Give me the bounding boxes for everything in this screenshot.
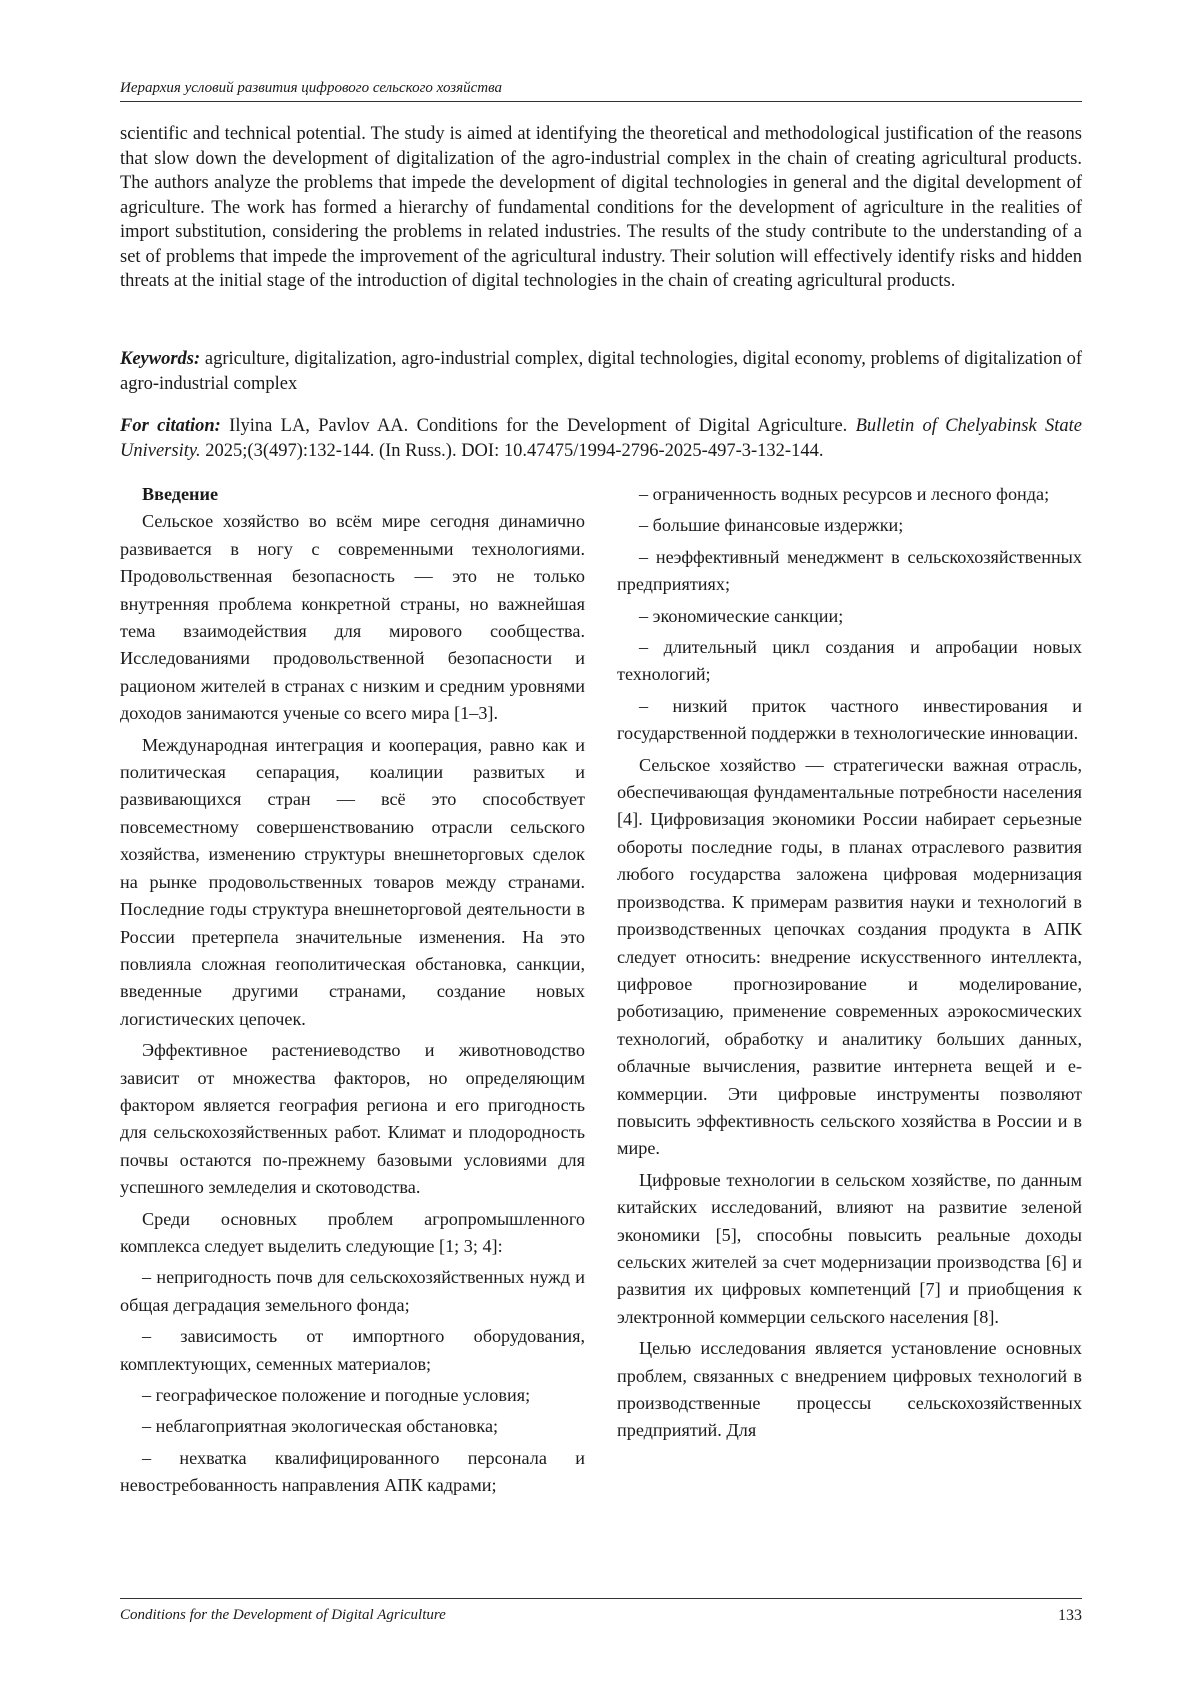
list-item: – нехватка квалифицированного персонала и невостребованность направления АПК кадрами; <box>120 1447 585 1496</box>
list-item: – неблагоприятная экологическая обстановка; <box>142 1416 499 1437</box>
page-number: 133 <box>1058 1607 1082 1624</box>
list-item: – зависимость от импортного оборудования, комплектующих, семенных материалов; <box>120 1326 585 1374</box>
list-item: – ограниченность водных ресурсов и лесного фонда; <box>639 484 1050 504</box>
list-item: – географическое положение и погодные условия; <box>142 1385 531 1405</box>
citation-label: For citation: <box>120 416 221 436</box>
footer-title: Conditions for the Development of Digital Agriculture <box>120 1607 446 1623</box>
abstract-text: scientific and technical potential. The study is aimed at identifying the theoretical and methodological justification of the reasons that slow down the development of digitalization of the agro-industrial complex in the chain of creating agricultural products. The authors analyze the problems that impede the development of digital technologies in general and the digital development of agriculture. The work has formed a hierarchy of fundamental conditions for the development of agriculture in the realities of import substitution, considering the problems in related industries. The results of the study contribute to the understanding of a set of problems that impede the improvement of the agricultural industry. Their solution will effectively identify risks and hidden threats at the initial stage of the introduction of digital technologies in the chain of creating agricultural products. <box>120 124 1082 291</box>
list-item: – длительный цикл создания и апробации новых технологий; <box>617 637 1082 685</box>
running-header <box>120 80 1082 102</box>
list-item: – неэффективный менеджмент в сельскохозяйственных предприятиях; <box>617 546 1082 595</box>
paragraph: Целью исследования является установление основных проблем, связанных с внедрением цифровых технологий в производственные процессы сельскохозяйственных предприятий. Для <box>617 1338 1082 1441</box>
list-item: – непригодность почв для сельскохозяйственных нужд и общая деградация земельного фонда; <box>120 1267 585 1315</box>
paragraph: Цифровые технологии в сельском хозяйстве, по данным китайских исследований, влияют на развитие зеленой экономики [5], способны повысить реальные доходы сельских жителей за счет модернизации производства [6] и развития их цифровых компетенций [7] и приобщения к электронной коммерции сельского населения [8]. <box>617 1169 1082 1327</box>
keywords <box>120 347 1082 396</box>
list-item: – низкий приток частного инвестирования и государственной поддержки в технологические инновации. <box>617 695 1082 744</box>
list-item: – экономические санкции; <box>639 605 844 626</box>
running-title: Иерархия условий развития цифрового сельского хозяйства <box>120 80 502 96</box>
citation-journal: Bulletin of Chelyabinsk State University. <box>120 416 1083 461</box>
keywords-label: Keywords: <box>120 349 201 369</box>
citation <box>120 414 1082 463</box>
list-item: – большие финансовые издержки; <box>639 515 904 536</box>
right-column <box>617 481 1082 1449</box>
section-heading: Введение <box>142 484 219 504</box>
keywords-text: agriculture, digitalization, agro-industrial complex, digital technologies, digital economy, problems of digitalization of agro-industrial complex <box>120 349 1082 394</box>
citation-authors-title: Ilyina LA, Pavlov AA. Conditions for the Development of Digital Agriculture. <box>220 416 856 436</box>
paragraph: Среди основных проблем агропромышленного комплекса следует выделить следующие [1; 3; 4]: <box>120 1208 585 1256</box>
paragraph: Эффективное растениеводство и животноводство зависит от множества факторов, но определяющим фактором является география региона и его пригодность для сельскохозяйственных работ. Климат и плодородность почвы остаются по-прежнему базовыми условиями для успешного земледелия и скотоводства. <box>120 1040 585 1198</box>
abstract <box>120 122 1082 294</box>
citation-details: 2025;(3(497):132-144. (In Russ.). DOI: 10.47475/1994-2796-2025-497-3-132-144. <box>200 440 824 461</box>
paragraph: Международная интеграция и кооперация, равно как и политическая сепарация, коалиции развитых и развивающихся стран — всё это способствует повсеместному совершенствованию отрасли сельского хозяйства, изменению структуры внешнеторговых сделок на рынке продовольственных товаров между странами. Последние годы структура внешнеторговой деятельности в России претерпела значительные изменения. На это повлияла сложная геополитическая обстановка, санкции, введенные другими странами, создание новых логистических цепочек. <box>120 734 585 1029</box>
paragraph: Сельское хозяйство — стратегически важная отрасль, обеспечивающая фундаментальные потребности населения [4]. Цифровизация экономики России набирает серьезные обороты последние годы, в планах отраслевого развития любого государства заложена цифровая модернизация производства. К примерам развития науки и технологий в производственных цепочках создания продукта в АПК следует относить: внедрение искусственного интеллекта, цифровое прогнозирование и моделирование, роботизацию, применение современных аэрокосмических технологий, обработку и аналитику больших данных, облачные вычисления, развитие интернета вещей и е-коммерции. Эти цифровые инструменты позволяют повысить эффективность сельского хозяйства в России и в мире. <box>617 754 1082 1159</box>
paragraph: Сельское хозяйство во всём мире сегодня динамично развивается в ногу с современными технологиями. Продовольственная безопасность — это не только внутренняя проблема конкретной страны, но важнейшая тема взаимодействия для мирового сообщества. Исследованиями продовольственной безопасности и рационом жителей в странах с низким и средним уровнями доходов занимаются ученые со всего мира [1–3]. <box>120 511 585 724</box>
page-footer <box>120 1598 1082 1624</box>
left-column <box>120 481 585 1504</box>
